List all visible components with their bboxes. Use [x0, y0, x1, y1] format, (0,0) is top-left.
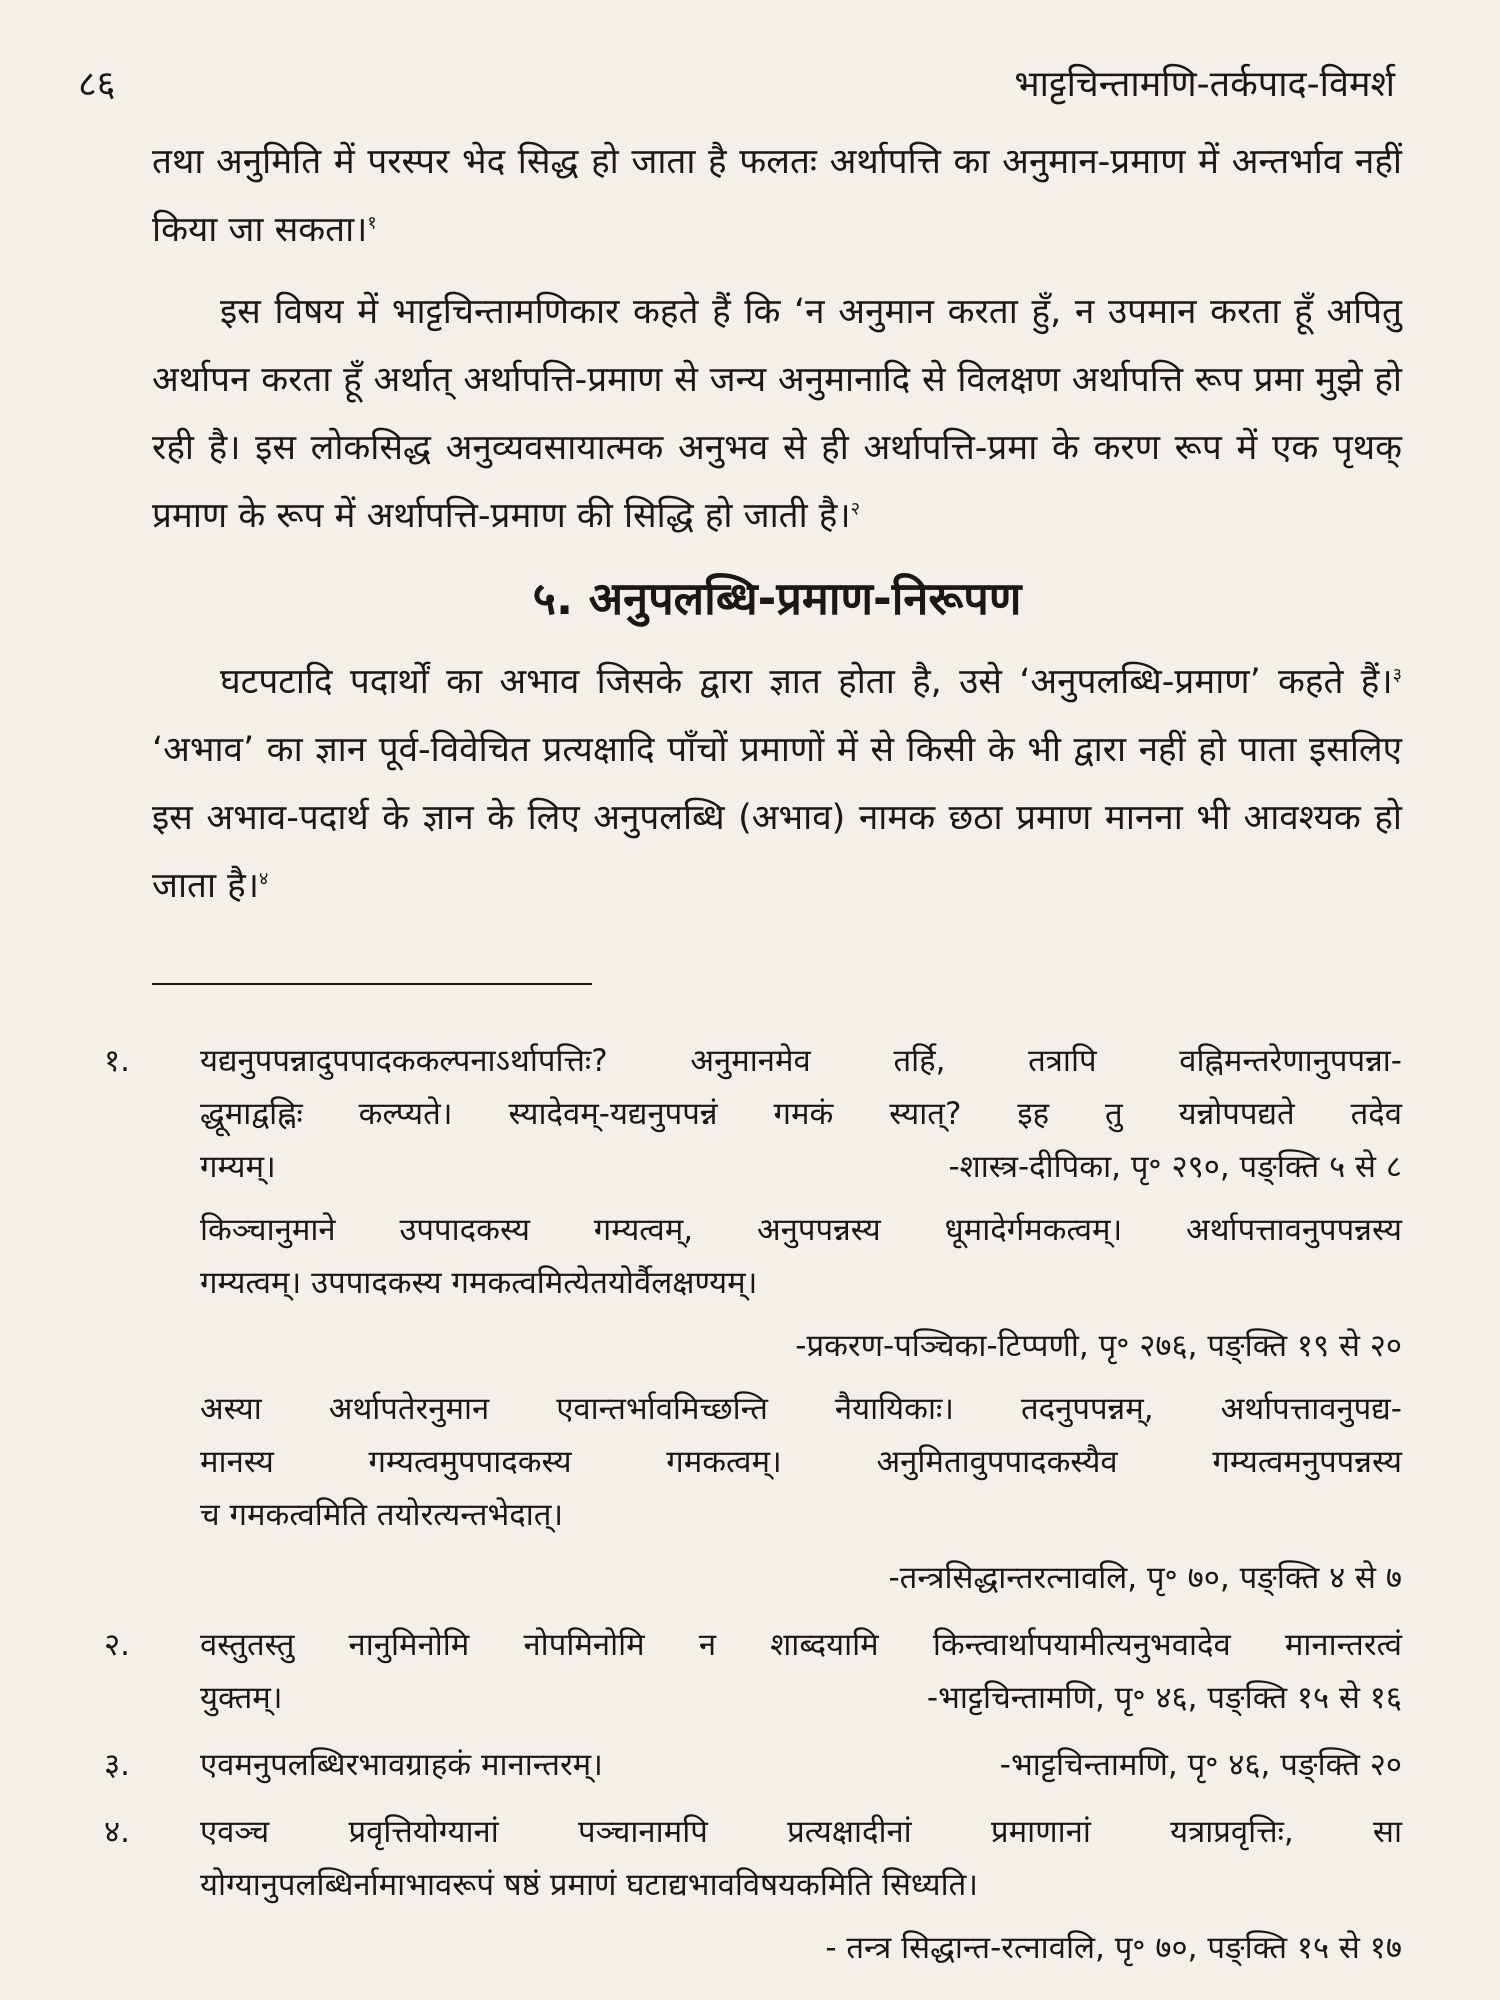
footnotes [104, 1035, 1402, 1989]
footnote-source: -प्रकरण-पञ्चिका-टिप्पणी, पृ॰ २७६, पङ्क्ति १९ से २० [795, 1328, 1402, 1364]
footnote-separator [152, 983, 592, 985]
footnote-line: गम्यम्। [200, 1149, 276, 1185]
footnote-line: किञ्चानुमाने उपपादकस्य गम्यत्वम्, अनुपपन्नस्य धूमादेर्गमकत्वम्। अर्थापत्तावनुपपन्नस्य [200, 1212, 1402, 1248]
footnote-line: युक्तम्। [200, 1680, 283, 1716]
footnote-ref-3: ३ [1392, 664, 1402, 686]
page-header [78, 58, 1395, 108]
paragraph-1 [152, 128, 1402, 264]
footnote-source: -भाट्टचिन्तामणि, पृ॰ ४६, पङ्क्ति २० [999, 1747, 1402, 1783]
footnote-number: १. [104, 1043, 130, 1079]
footnote-line: मानस्य गम्यत्वमुपपादकस्य गमकत्वम्। अनुमितावुपपादकस्यैव गम्यत्वमनुपपन्नस्य [200, 1444, 1402, 1480]
section-heading: ५. अनुपलब्धि-प्रमाण-निरूपण [532, 572, 1022, 625]
footnote-ref-1: १ [367, 212, 377, 234]
footnote-ref-2: २ [850, 498, 861, 520]
footnote-subquote [200, 1204, 1402, 1373]
footnote-number: ३. [104, 1747, 130, 1783]
footnote-3 [104, 1739, 1402, 1792]
footnote-subquote [200, 1383, 1402, 1605]
paragraph-3 [152, 648, 1402, 920]
footnote-line-with-source [200, 1672, 1402, 1725]
footnote-line: द्धूमाद्वह्निः कल्प्यते। स्यादेवम्-यद्यनुपपन्नं गमकं स्यात्? इह तु यन्नोपपद्यते तदेव [200, 1096, 1402, 1132]
footnote-number: २. [104, 1627, 130, 1663]
footnote-line: यद्यनुपपन्नादुपपादककल्पनाऽर्थापत्तिः? अनुमानमेव तर्हि, तत्रापि वह्निमन्तरेणानुपपन्ना- [200, 1043, 1402, 1079]
footnote-line: वस्तुतस्तु नानुमिनोमि नोपमिनोमि न शाब्दयामि किन्त्वार्थापयामीत्यनुभवादेव मानान्तरत्वं [200, 1627, 1402, 1663]
paragraph-1-text: तथा अनुमिति में परस्पर भेद सिद्ध हो जाता है फलतः अर्थापत्ति का अनुमान-प्रमाण में अन्तर्भाव नहीं किया जा सकता। [152, 142, 1402, 250]
paragraph-3-text-b: ‘अभाव’ का ज्ञान पूर्व-विवेचित प्रत्यक्षादि पाँचों प्रमाणों में से किसी के भी द्वारा नहीं हो पाता इसलिए इस अभाव-पदार्थ के ज्ञान के लिए अनुपलब्धि (अभाव) नामक छठा प्रमाण मानना भी आवश्यक हो जाता है। [152, 730, 1402, 906]
footnote-line-with-source [200, 1141, 1402, 1194]
footnote-line: एवञ्च प्रवृत्तियोग्यानां पञ्चानामपि प्रत्यक्षादीनां प्रमाणानां यत्राप्रवृत्तिः, सा [200, 1814, 1402, 1850]
footnote-line: च गमकत्वमिति तयोरत्यन्तभेदात्। [200, 1497, 564, 1533]
footnote-ref-4: ४ [259, 868, 269, 890]
footnote-source: -शास्त्र-दीपिका, पृ॰ २९०, पङ्क्ति ५ से ८ [948, 1149, 1402, 1185]
footnote-number: ४. [104, 1814, 130, 1850]
footnote-line: एवमनुपलब्धिरभावग्राहकं मानान्तरम्। [200, 1747, 603, 1783]
footnote-source: - तन्त्र सिद्धान्त-रत्नावलि, पृ॰ ७०, पङ्क्ति १५ से १७ [825, 1930, 1402, 1966]
footnote-source: -भाट्टचिन्तामणि, पृ॰ ४६, पङ्क्ति १५ से १६ [926, 1680, 1402, 1716]
paragraph-2 [152, 278, 1402, 550]
running-title: भाट्टचिन्तामणि-तर्कपाद-विमर्श [1014, 64, 1395, 105]
page-number: ८६ [78, 64, 116, 105]
footnote-4 [104, 1806, 1402, 1975]
main-text [152, 128, 1402, 920]
paragraph-2-text: इस विषय में भाट्टचिन्तामणिकार कहते हैं कि ‘न अनुमान करता हुँ, न उपमान करता हूँ अपितु अर्थापन करता हूँ अर्थात् अर्थापत्ति-प्रमाण से जन्य अनुमानादि से विलक्षण अर्थापत्ति रूप प्रमा मुझे हो रही है। इस लोकसिद्ध अनुव्यवसायात्मक अनुभव से ही अर्थापत्ति-प्रमा के करण रूप में एक पृथक् प्रमाण के रूप में अर्थापत्ति-प्रमाण की सिद्धि हो जाती है। [152, 292, 1402, 536]
footnote-line: योग्यानुपलब्धिर्नामाभावरूपं षष्ठं प्रमाणं घटाद्यभावविषयकमिति सिध्यति। [200, 1867, 979, 1903]
footnote-line: अस्या अर्थापतेरनुमान एवान्तर्भावमिच्छन्ति नैयायिकाः। तदनुपपन्नम्, अर्थापत्तावनुपद्य- [200, 1391, 1402, 1427]
footnote-line-with-source [200, 1739, 1402, 1792]
footnote-2 [104, 1619, 1402, 1725]
footnote-line: गम्यत्वम्। उपपादकस्य गमकत्वमित्येतयोर्वैलक्षण्यम्। [200, 1265, 758, 1301]
footnote-1 [104, 1035, 1402, 1605]
paragraph-3-text-a: घटपटादि पदार्थों का अभाव जिसके द्वारा ज्ञात होता है, उसे ‘अनुपलब्धि-प्रमाण’ कहते हैं। [220, 662, 1393, 702]
footnote-source: -तन्त्रसिद्धान्तरत्नावलि, पृ॰ ७०, पङ्क्ति ४ से ७ [888, 1560, 1402, 1596]
